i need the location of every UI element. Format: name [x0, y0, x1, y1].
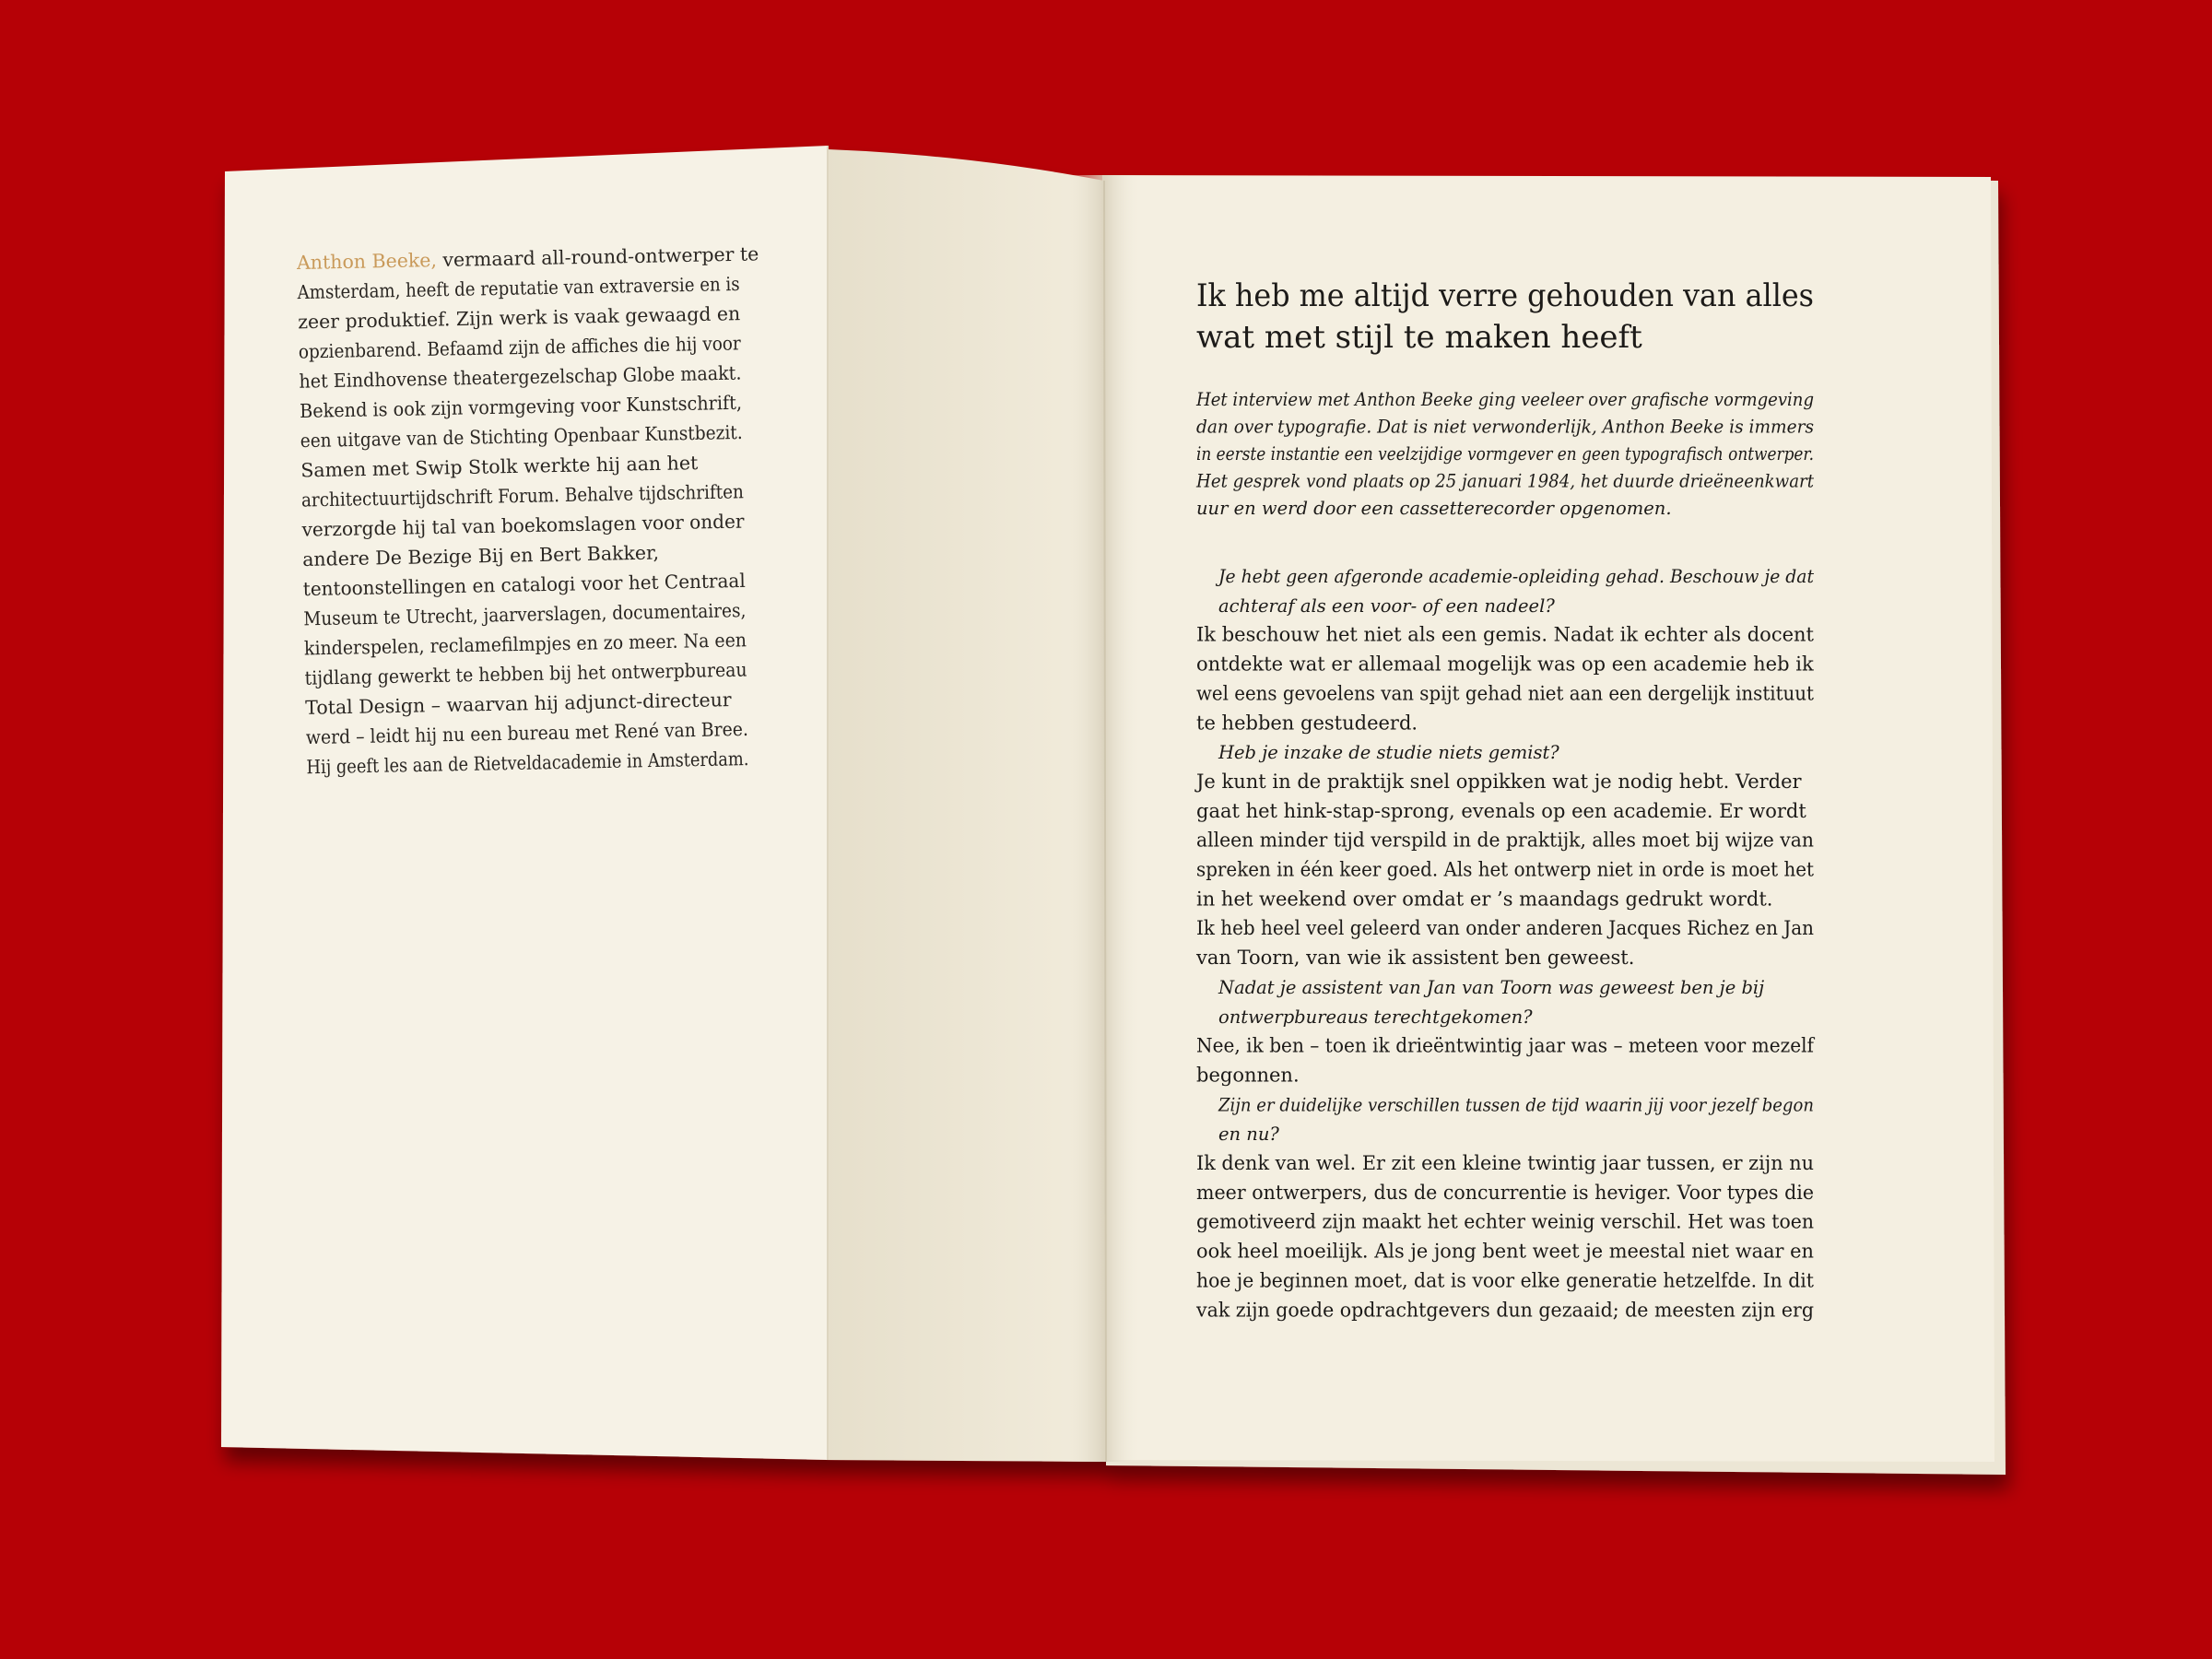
- bio-line: Hij geeft les aan de Rietveldacademie in Amsterdam.: [306, 746, 817, 779]
- bio-line: Samen met Swip Stolk werkte hij aan het: [300, 452, 699, 482]
- answer-line: Je kunt in de praktijk snel oppikken wat je nodig hebt. Verder: [1196, 770, 1802, 793]
- answer-line: vak zijn goede opdrachtgevers dun gezaaid; de meesten zijn erg: [1195, 1299, 1814, 1322]
- question-line: Heb je inzake de studie niets gemist?: [1218, 742, 1559, 764]
- bio-line: kinderspelen, reclamefilmpjes en zo meer. Na een: [303, 628, 784, 660]
- author-name: Anthon Beeke,: [296, 249, 438, 274]
- intro-line: dan over typografie. Dat is niet verwonderlijk, Anthon Beeke is immers: [1196, 416, 1814, 438]
- answer-line: meer ontwerpers, dus de concurrentie is heviger. Voor types die: [1196, 1181, 1814, 1204]
- bio-line: Museum te Utrecht, jaarverslagen, documentaires,: [303, 598, 794, 630]
- answer-line: alleen minder tijd verspild in de praktijk, alles moet bij wijze van: [1196, 829, 1814, 852]
- answer-line: begonnen.: [1196, 1064, 1300, 1087]
- spine-shade-right: [1104, 175, 1141, 1462]
- bio-line: Bekend is ook zijn vormgeving voor Kunstschrift,: [299, 391, 771, 422]
- answer-line: in het weekend over omdat er ’s maandags gedrukt wordt.: [1196, 888, 1773, 911]
- answer-line: gemotiveerd zijn maakt het echter weinig verschil. Het was toen: [1196, 1210, 1814, 1233]
- bio-line: opzienbarend. Befaamd zijn de affiches die hij voor: [298, 331, 790, 363]
- bio-line: tijdlang gewerkt te hebben bij het ontwerpbureau: [304, 657, 785, 689]
- spine-shade-left: [1060, 175, 1104, 1462]
- intro-line: Het interview met Anthon Beeke ging veeleer over grafische vormgeving: [1195, 389, 1814, 410]
- answer-line: ontdekte wat er allemaal mogelijk was op een academie heb ik: [1196, 653, 1814, 676]
- answer-line: Ik beschouw het niet als een gemis. Nadat ik echter als docent: [1196, 623, 1814, 646]
- bio-line: zeer produktief. Zijn werk is vaak gewaagd en: [298, 302, 742, 334]
- answer-line: Nee, ik ben – toen ik drieëntwintig jaar was – meteen voor mezelf: [1196, 1034, 1817, 1057]
- interview-text: [1194, 277, 1816, 1321]
- question-line: ontwerpbureaus terechtgekomen?: [1218, 1006, 1533, 1028]
- answer-line: gaat het hink-stap-sprong, evenals op een academie. Er wordt: [1196, 799, 1806, 822]
- question-line: en nu?: [1218, 1124, 1279, 1146]
- bio-line: verzorgde hij tal van boekomslagen voor onder: [301, 510, 755, 541]
- bio-line: Total Design – waarvan hij adjunct-directeur: [305, 688, 732, 719]
- answer-line: Ik denk van wel. Er zit een kleine twintig jaar tussen, er zijn nu: [1196, 1152, 1814, 1174]
- intro-line: in eerste instantie een veelzijdige vormgever en geen typografisch ontwerper.: [1196, 443, 1814, 465]
- bio-line: architectuurtijdschrift Forum. Behalve tijdschriften: [300, 479, 795, 512]
- bio-line: andere De Bezige Bij en Bert Bakker,: [301, 541, 660, 571]
- bio-line: het Eindhovense theatergezelschap Globe maakt.: [299, 360, 775, 393]
- answer-line: van Toorn, van wie ik assistent ben geweest.: [1196, 947, 1635, 970]
- bio-line: Amsterdam, heeft de reputatie van extraversie en is: [297, 271, 797, 304]
- answer-line: ook heel moeilijk. Als je jong bent weet je meestal niet waar en: [1196, 1240, 1814, 1263]
- question-line: Nadat je assistent van Jan van Toorn was geweest ben je bij: [1218, 976, 1765, 998]
- bio-line: tentoonstellingen en catalogi voor het Centraal: [302, 569, 758, 601]
- answer-line: hoe je beginnen moet, dat is voor elke generatie hetzelfde. In dit: [1196, 1269, 1815, 1292]
- question-line: Zijn er duidelijke verschillen tussen de tijd waarin jij voor jezelf begon: [1218, 1094, 1814, 1116]
- question-line: achteraf als een voor- of een nadeel?: [1218, 594, 1555, 617]
- bio-line: werd – leidt hij nu een bureau met René van Bree.: [305, 717, 789, 749]
- article-title: wat met stijl te maken heeft: [1196, 319, 1642, 356]
- intro-line: Het gesprek vond plaats op 25 januari 1984, het duurde drieëneenkwart: [1195, 470, 1815, 492]
- bio-line: vermaard all-round-ontwerper te: [436, 242, 759, 272]
- question-line: Je hebt geen afgeronde academie-opleiding gehad. Beschouw je dat: [1215, 566, 1815, 587]
- answer-line: spreken in één keer goed. Als het ontwerp niet in orde is moet het: [1196, 858, 1815, 881]
- bio-line: een uitgave van de Stichting Openbaar Kunstbezit.: [300, 419, 790, 453]
- answer-line: te hebben gestudeerd.: [1196, 712, 1418, 735]
- intro-line: uur en werd door een cassetterecorder opgenomen.: [1196, 498, 1672, 519]
- article-title: Ik heb me altijd verre gehouden van alles: [1196, 277, 1814, 314]
- answer-line: Ik heb heel veel geleerd van onder anderen Jacques Richez en Jan: [1196, 917, 1814, 940]
- answer-line: wel eens gevoelens van spijt gehad niet aan een dergelijk instituut: [1196, 682, 1815, 705]
